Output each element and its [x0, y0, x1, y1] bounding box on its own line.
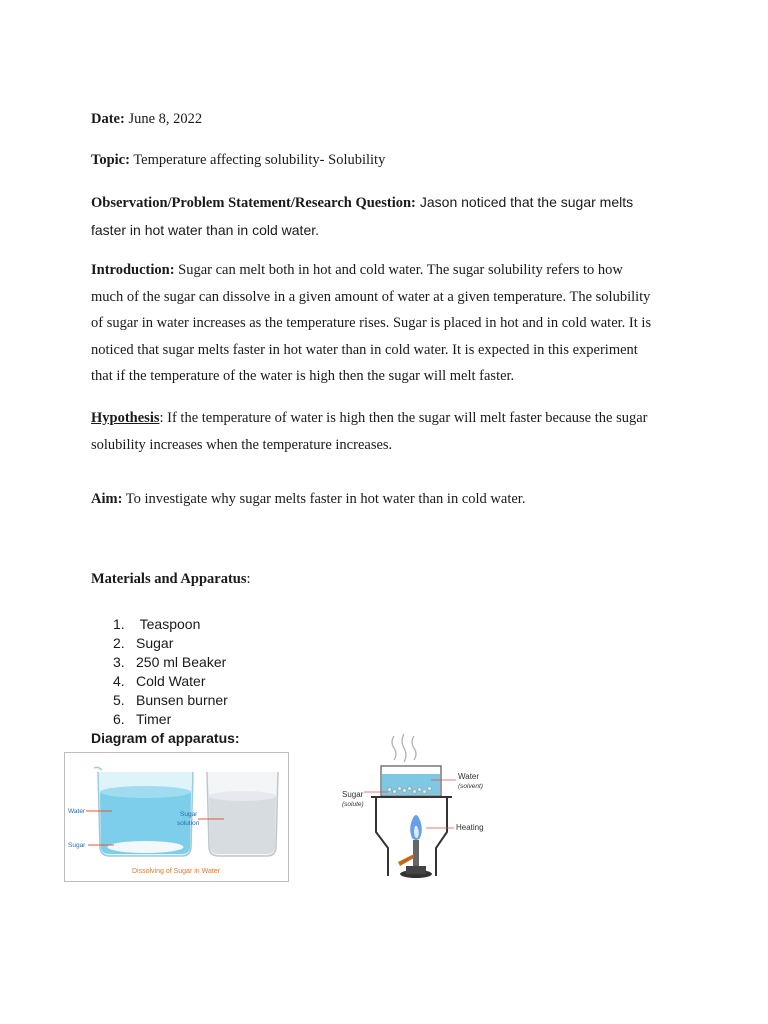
list-item-number: 1.	[113, 616, 125, 632]
date-value: June 8, 2022	[128, 111, 203, 127]
date-line	[91, 106, 691, 133]
list-item	[91, 615, 228, 634]
topic-line	[91, 147, 691, 174]
water-label: Water	[68, 808, 86, 815]
list-item	[91, 634, 228, 653]
sugar-label: Sugar	[68, 842, 86, 849]
water-label: Water	[458, 772, 480, 781]
materials-list	[91, 615, 228, 729]
list-item-text: 250 ml Beaker	[136, 654, 227, 670]
heating-apparatus-figure	[336, 730, 496, 882]
steam-icon	[392, 734, 416, 762]
observation-line-1: Jason noticed that the sugar melts	[419, 194, 634, 210]
solution-label-2: solution	[177, 820, 200, 827]
bunsen-burner-icon	[398, 815, 432, 878]
list-item-text: Sugar	[136, 635, 174, 651]
list-item-text: Cold Water	[136, 673, 206, 689]
sugar-pile	[108, 841, 184, 853]
figure-caption: Dissolving of Sugar in Water	[131, 868, 221, 875]
introduction-paragraph	[91, 257, 691, 390]
introduction-label: Introduction:	[91, 262, 175, 278]
beaker-sugar-solution	[207, 772, 278, 856]
sugar-label: Sugar	[342, 790, 364, 799]
solution-label-1: Sugar	[180, 811, 198, 818]
solute-label: (solute)	[342, 801, 364, 808]
list-item-text: Timer	[136, 711, 172, 727]
list-item	[91, 672, 228, 691]
hypothesis-line-1: : If the temperature of water is high then the sugar will melt faster because the sugar	[159, 410, 648, 426]
list-item	[91, 653, 228, 672]
list-item-number: 4.	[113, 673, 125, 689]
hypothesis-paragraph	[91, 405, 691, 458]
introduction-line-5: that if the temperature of the water is high then the sugar will melt faster.	[91, 368, 515, 384]
list-item-number: 5.	[113, 692, 125, 708]
hypothesis-label: Hypothesis	[91, 410, 160, 426]
topic-value: Temperature affecting solubility- Solubility	[133, 152, 386, 168]
introduction-line-3: of sugar in water increases as the temperature rises. Sugar is placed in hot and in cold water. It is	[91, 315, 652, 331]
introduction-line-4: noticed that sugar melts faster in hot water than in cold water. It is expected in this experiment	[91, 341, 638, 358]
materials-colon: :	[246, 571, 251, 587]
hypothesis-line-2: solubility increases when the temperature increases.	[91, 436, 393, 453]
observation-label: Observation/Problem Statement/Research Question:	[91, 195, 416, 211]
beaker-cold-water	[94, 767, 193, 856]
introduction-line-1: Sugar can melt both in hot and cold water. The sugar solubility refers to how	[178, 262, 623, 278]
beaker-on-stand	[381, 766, 441, 796]
aim-line	[91, 486, 691, 513]
materials-label: Materials and Apparatus	[91, 571, 247, 587]
dissolving-sugar-figure	[64, 752, 289, 882]
heating-label: Heating	[456, 823, 484, 832]
list-item-number: 2.	[113, 635, 125, 651]
diagram-heading-label: Diagram of apparatus:	[91, 730, 240, 746]
list-item-number: 3.	[113, 654, 125, 670]
list-item-number: 6.	[113, 711, 125, 727]
aim-label: Aim:	[91, 491, 123, 507]
observation-line-2: faster in hot water than in cold water.	[91, 221, 320, 238]
observation-paragraph	[91, 189, 691, 243]
aim-value: To investigate why sugar melts faster in hot water than in cold water.	[125, 491, 526, 507]
list-item-text: Teaspoon	[136, 616, 201, 632]
solvent-label: (solvent)	[458, 783, 483, 790]
materials-heading	[91, 566, 691, 593]
list-item	[91, 691, 228, 710]
introduction-line-2: much of the sugar can dissolve in a given amount of water at a given temperature. The solubility	[91, 288, 651, 305]
list-item-text: Bunsen burner	[136, 692, 228, 708]
date-label: Date:	[91, 111, 125, 127]
topic-label: Topic:	[91, 152, 130, 168]
